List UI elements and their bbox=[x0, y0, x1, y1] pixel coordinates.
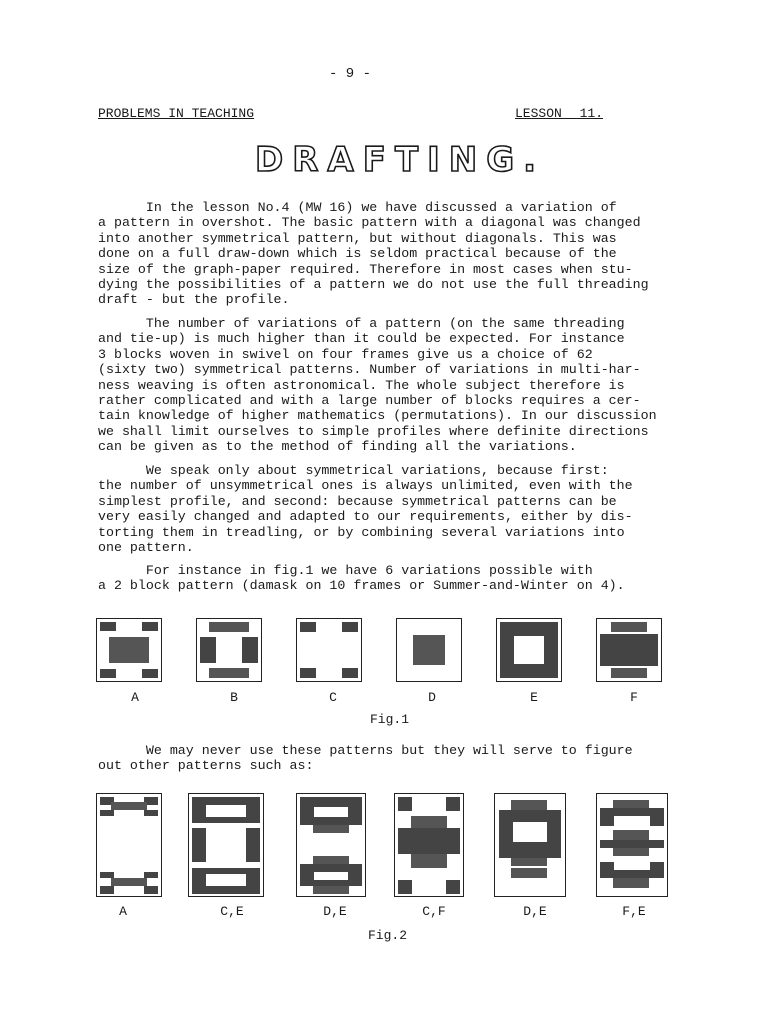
text-line: out other patterns such as: bbox=[98, 758, 314, 774]
text-line: rather complicated and with a large number of blocks requires a cer- bbox=[98, 392, 641, 408]
text-line: done on a full draw-down which is seldom practical because of the bbox=[98, 246, 617, 262]
fig2-label: D,E bbox=[323, 904, 347, 919]
fig1-pattern-b bbox=[196, 618, 262, 682]
text-line: We may never use these patterns but they will serve to figure bbox=[98, 743, 633, 758]
fig2-pattern-fe bbox=[596, 793, 668, 897]
text-line: 3 blocks woven in swivel on four frames give us a choice of 62 bbox=[98, 346, 593, 362]
figure-2 bbox=[90, 793, 690, 873]
fig2-label: C,F bbox=[422, 904, 446, 919]
paragraph-3 bbox=[98, 463, 698, 555]
fig1-label: D bbox=[428, 690, 436, 705]
figure-1 bbox=[90, 618, 690, 698]
fig2-label: C,E bbox=[220, 904, 244, 919]
paragraph-2 bbox=[98, 316, 698, 455]
page-number: - 9 - bbox=[328, 66, 371, 82]
fig2-pattern-a bbox=[96, 793, 162, 897]
text-line: draft - but the profile. bbox=[98, 292, 290, 308]
fig2-label: F,E bbox=[622, 904, 646, 919]
fig2-label: D,E bbox=[523, 904, 547, 919]
paragraph-5 bbox=[98, 743, 698, 774]
text-line: For instance in fig.1 we have 6 variations possible with bbox=[98, 563, 593, 578]
text-line: torting them in treadling, or by combining several variations into bbox=[98, 524, 625, 540]
fig2-label: A bbox=[119, 904, 127, 919]
fig1-pattern-d bbox=[396, 618, 462, 682]
text-line: can be given as to the method of finding all the variations. bbox=[98, 439, 577, 455]
paragraph-4 bbox=[98, 563, 698, 594]
text-line: The number of variations of a pattern (on the same threading bbox=[98, 316, 625, 331]
fig1-pattern-e bbox=[496, 618, 562, 682]
text-line: a 2 block pattern (damask on 10 frames or Summer-and-Winter on 4). bbox=[98, 578, 625, 594]
fig2-caption: Fig.2 bbox=[368, 928, 408, 943]
fig1-label: C bbox=[329, 690, 337, 705]
text-line: tain knowledge of higher mathematics (permutations). In our discussion bbox=[98, 408, 657, 424]
text-line: size of the graph-paper required. Therefore in most cases when stu- bbox=[98, 261, 633, 277]
fig1-pattern-c bbox=[296, 618, 362, 682]
text-line: (sixty two) symmetrical patterns. Number of variations in multi-har- bbox=[98, 362, 641, 378]
paragraph-1 bbox=[98, 200, 698, 308]
text-line: ness weaving is often astronomical. The whole subject therefore is bbox=[98, 377, 625, 393]
fig1-label: E bbox=[530, 690, 538, 705]
fig1-label: A bbox=[131, 690, 139, 705]
fig1-caption: Fig.1 bbox=[370, 712, 410, 727]
text-line: We speak only about symmetrical variations, because first: bbox=[98, 463, 609, 478]
header-course-title: PROBLEMS IN TEACHING bbox=[98, 106, 255, 121]
text-line: into another symmetrical pattern, but without diagonals. This was bbox=[98, 230, 617, 246]
fig1-pattern-f bbox=[596, 618, 662, 682]
text-line: one pattern. bbox=[98, 539, 194, 555]
text-line: a pattern in overshot. The basic pattern with a diagonal was changed bbox=[98, 215, 641, 231]
text-line: the number of unsymmetrical ones is always unlimited, even with the bbox=[98, 478, 633, 494]
text-line: dying the possibilities of a pattern we do not use the full threading bbox=[98, 276, 649, 292]
fig2-pattern-cf bbox=[394, 793, 464, 897]
text-line: simplest profile, and second: because symmetrical patterns can be bbox=[98, 493, 617, 509]
fig2-pattern-de-2 bbox=[494, 793, 566, 897]
fig1-pattern-a bbox=[96, 618, 162, 682]
fig2-pattern-de bbox=[296, 793, 366, 897]
text-line: we shall limit ourselves to simple profiles where definite directions bbox=[98, 423, 649, 439]
fig2-pattern-ce bbox=[188, 793, 264, 897]
page-title: DRAFTING. bbox=[255, 140, 546, 180]
fig1-label: B bbox=[230, 690, 238, 705]
header-lesson: LESSON 11. bbox=[515, 106, 604, 121]
text-line: very easily changed and adapted to our requirements, either by dis- bbox=[98, 509, 633, 525]
text-line: and tie-up) is much higher than it could be expected. For instance bbox=[98, 331, 625, 347]
text-line: In the lesson No.4 (MW 16) we have discussed a variation of bbox=[98, 200, 617, 215]
fig1-label: F bbox=[630, 690, 638, 705]
